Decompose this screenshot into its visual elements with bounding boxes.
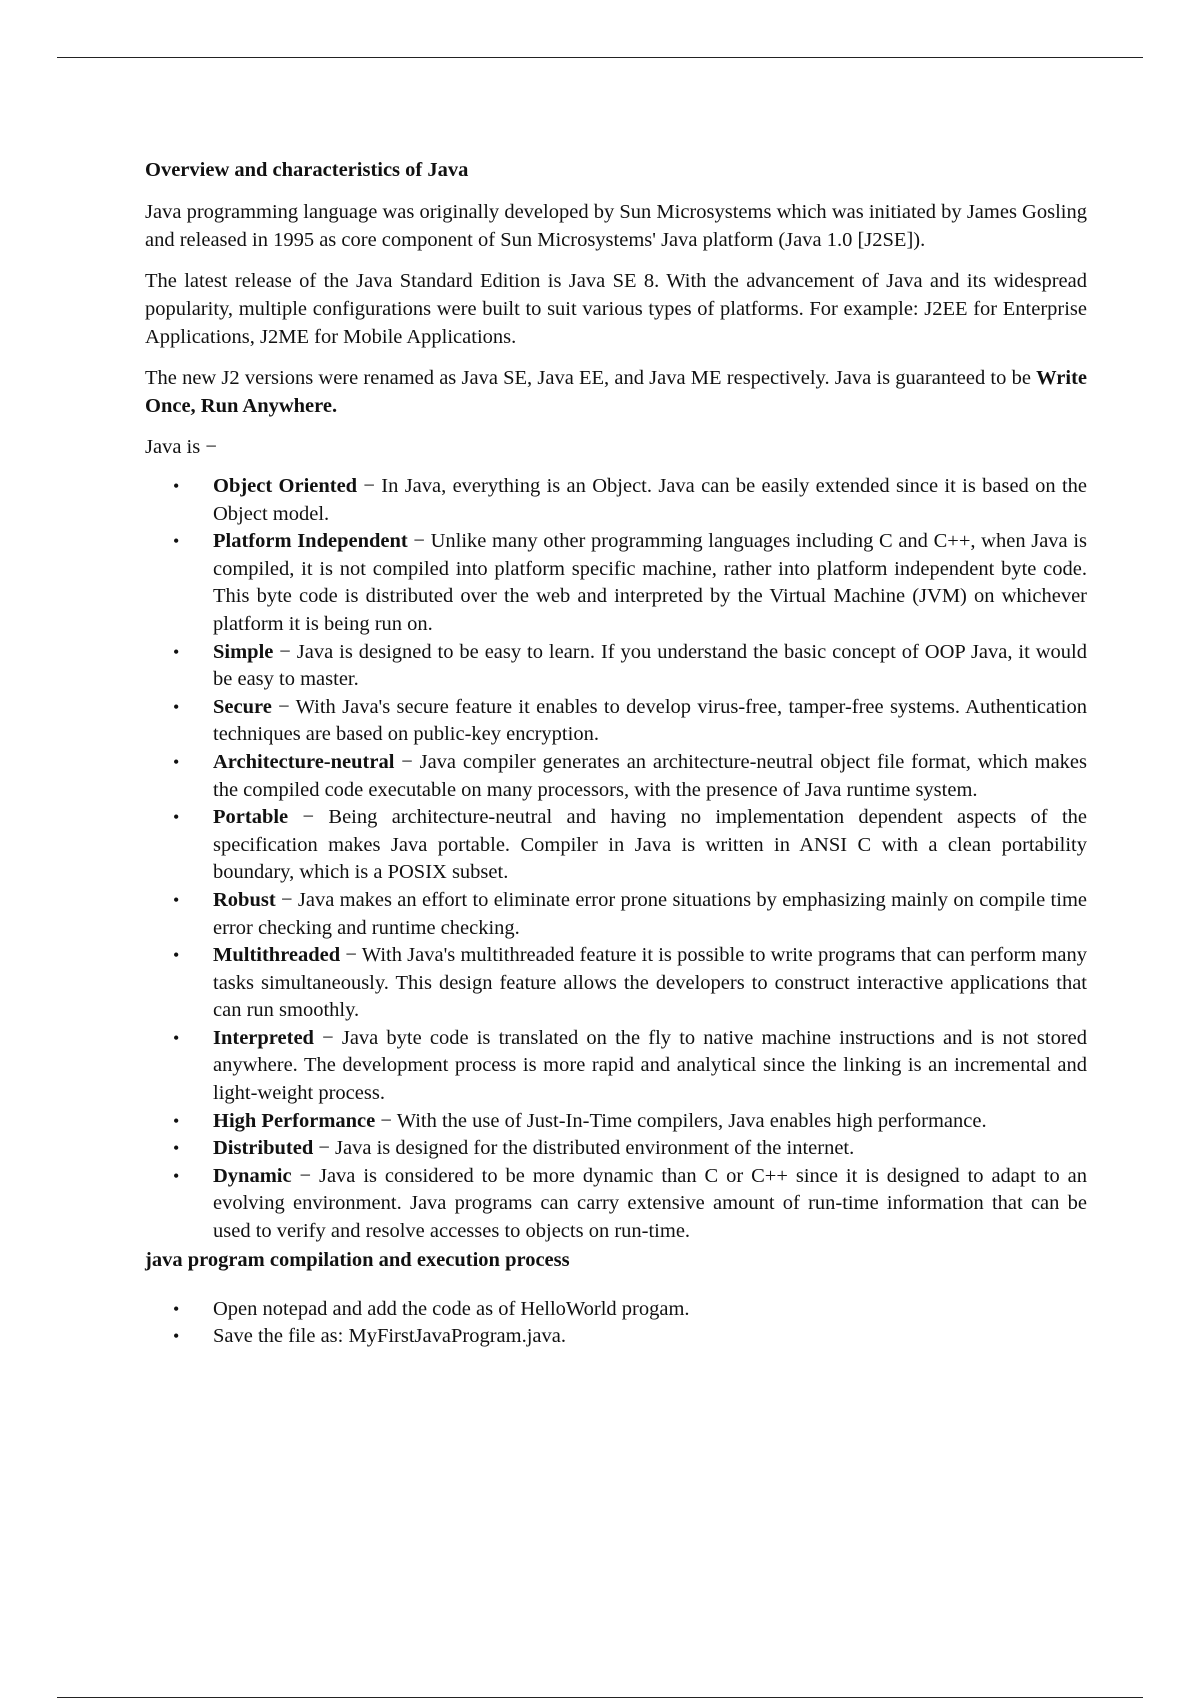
feature-term: Secure — [213, 695, 272, 718]
list-item — [145, 749, 1087, 804]
bullet-icon: • — [173, 1027, 180, 1048]
bullet-icon: • — [173, 889, 180, 910]
bullet-icon: • — [173, 751, 180, 772]
bullet-icon: • — [173, 1138, 180, 1159]
list-item — [145, 1135, 1087, 1163]
paragraph-editions: The latest release of the Java Standard Edition is Java SE 8. With the advancement of Java and its widespread popularity, multiple configurations were built to suit various types of platforms. For example: J2EE for Enterprise Applications, J2ME for Mobile Applications. — [145, 270, 1087, 348]
bullet-icon: • — [173, 641, 180, 662]
feature-term: Architecture-neutral — [213, 750, 395, 773]
section-title-compilation: java program compilation and execution process — [145, 1248, 570, 1271]
feature-description: − Java is designed for the distributed environment of the internet. — [313, 1137, 855, 1160]
feature-description: − Java byte code is translated on the fly to native machine instructions and is not stored anywhere. The development process is more rapid and analytical since the linking is an incremental and light-weight process. — [213, 1026, 1087, 1105]
header-rule — [57, 57, 1143, 58]
steps-list — [145, 1296, 1087, 1351]
list-item — [145, 804, 1087, 887]
feature-term: Object Oriented — [213, 475, 358, 497]
document-body — [145, 156, 1087, 1351]
feature-description: − With the use of Just-In-Time compilers, Java enables high performance. — [375, 1109, 987, 1132]
feature-description: − With Java's multithreaded feature it is possible to write programs that can perform many tasks simultaneously. This design feature allows the developers to construct interactive applications that can run smoothly. — [213, 944, 1087, 1022]
list-item — [145, 1025, 1087, 1108]
list-item — [145, 1108, 1087, 1136]
paragraph-history: Java programming language was originally developed by Sun Microsystems which was initiated by James Gosling and released in 1995 as core component of Sun Microsystems' Java platform (Java 1.0 [J2SE]). — [145, 201, 1087, 251]
feature-term: Platform Independent — [213, 530, 408, 553]
feature-description: − Being architecture-neutral and having no implementation dependent aspects of the specification makes Java portable. Compiler in Java is written in ANSI C with a clean portability boundary, which is a POSIX subset. — [213, 806, 1087, 884]
bullet-icon: • — [173, 807, 180, 828]
list-item — [145, 1296, 1087, 1324]
step-text: Save the file as: MyFirstJavaProgram.java. — [213, 1325, 566, 1348]
list-item — [145, 1163, 1087, 1246]
bullet-icon: • — [173, 476, 180, 496]
feature-term: Dynamic — [213, 1164, 292, 1187]
feature-term: High Performance — [213, 1109, 376, 1132]
list-item — [145, 1323, 1087, 1351]
versions-lead-text: The new J2 versions were renamed as Java SE, Java EE, and Java ME respectively. Java is guaranteed to be — [145, 367, 1037, 389]
feature-term: Portable — [213, 806, 289, 829]
feature-term: Simple — [213, 640, 274, 663]
feature-description: − Unlike many other programming languages including C and C++, when Java is compiled, it is not compiled into platform specific machine, rather into platform independent byte code. This byte code is distributed over the web and interpreted by the Virtual Machine (JVM) on whichever platform it is being run on. — [213, 530, 1087, 635]
feature-description: − In Java, everything is an Object. Java can be easily extended since it is based on the Object model. — [213, 475, 1087, 525]
list-item — [145, 694, 1087, 749]
feature-description: − Java makes an effort to eliminate error prone situations by emphasizing mainly on compile time error checking and runtime checking. — [213, 888, 1087, 939]
feature-list — [145, 473, 1087, 1246]
list-item — [145, 639, 1087, 694]
list-item — [145, 887, 1087, 942]
bullet-icon: • — [173, 1298, 180, 1319]
list-item — [145, 473, 1087, 528]
feature-description: − Java compiler generates an architecture-neutral object file format, which makes the compiled code executable on many processors, with the presence of Java runtime system. — [213, 750, 1087, 801]
bullet-icon: • — [173, 1165, 180, 1186]
feature-term: Multithreaded — [213, 944, 341, 967]
feature-description: − Java is considered to be more dynamic than C or C++ since it is designed to adapt to an evolving environment. Java programs can carry extensive amount of run-time information that can be used to verify and resolve accesses to objects on run-time. — [213, 1164, 1087, 1243]
list-item — [145, 528, 1087, 638]
paragraph-versions — [145, 364, 1087, 420]
footer-rule — [57, 1697, 1143, 1698]
bullet-icon: • — [173, 945, 180, 966]
feature-term: Distributed — [213, 1137, 314, 1160]
bullet-icon: • — [173, 696, 180, 717]
feature-description: − With Java's secure feature it enables to develop virus-free, tamper-free systems. Authentication techniques are based on public-key encryption. — [213, 695, 1087, 746]
bullet-icon: • — [173, 1326, 180, 1347]
feature-description: − Java is designed to be easy to learn. If you understand the basic concept of OOP Java, it would be easy to master. — [213, 640, 1087, 691]
list-item — [145, 942, 1087, 1025]
java-is-intro: Java is − — [145, 436, 217, 458]
bullet-icon: • — [173, 1110, 180, 1131]
wora-slogan: Write Once, Run Anywhere. — [145, 367, 1087, 417]
bullet-icon: • — [173, 531, 180, 552]
feature-term: Robust — [213, 888, 276, 911]
feature-term: Interpreted — [213, 1026, 314, 1049]
section-title: Overview and characteristics of Java — [145, 159, 469, 181]
step-text: Open notepad and add the code as of HelloWorld progam. — [213, 1297, 690, 1320]
